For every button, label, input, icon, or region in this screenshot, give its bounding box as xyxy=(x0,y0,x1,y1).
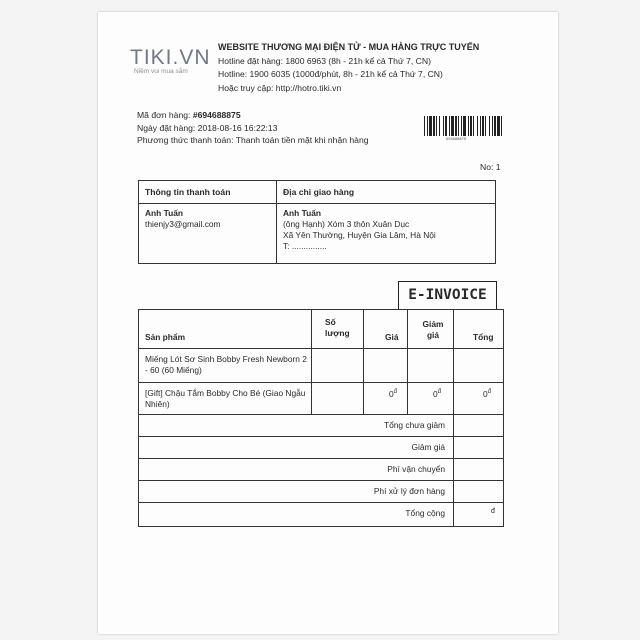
logo-tagline: Niềm vui mua sắm xyxy=(134,68,188,75)
divider xyxy=(139,414,503,415)
billing-header: Thông tin thanh toán xyxy=(145,187,231,197)
order-code-line xyxy=(137,109,369,122)
divider xyxy=(453,310,454,414)
handling-fee-label: Phí xử lý đơn hàng xyxy=(373,486,445,496)
shipping-line1: (ông Hạnh) Xóm 3 thôn Xuân Dục xyxy=(283,219,410,229)
store-header xyxy=(218,41,508,95)
shipping-phone: T: ............... xyxy=(283,241,327,251)
discount-label: Giảm giá xyxy=(411,442,445,452)
invoice-no: No: 1 xyxy=(480,162,501,172)
divider xyxy=(311,310,312,414)
barcode-number: 694688875 xyxy=(446,136,467,141)
col-qty: Số lượng xyxy=(325,317,350,338)
shipping-line2: Xã Yên Thường, Huyện Gia Lâm, Hà Nội xyxy=(283,230,436,240)
product-name: Miếng Lót Sơ Sinh Bobby Fresh Newborn 2 - 60 (60 Miếng) xyxy=(145,354,307,375)
price-cell xyxy=(389,389,397,399)
billing-email: thienjy3@gmail.com xyxy=(145,219,221,229)
discount-value: 0 xyxy=(433,389,438,399)
currency-symbol: đ xyxy=(487,389,492,396)
col-discount: Giảm giá xyxy=(422,319,444,340)
price-value: 0 xyxy=(389,389,394,399)
hotline-order: Hotline đặt hàng: 1800 6963 (8h - 21h kể cả Thứ 7, CN) xyxy=(218,55,431,66)
col-price: Giá xyxy=(385,332,399,342)
currency-symbol: đ xyxy=(437,389,442,396)
col-total: Tổng xyxy=(473,332,494,342)
grand-total-currency: đ xyxy=(491,508,495,515)
currency-symbol: đ xyxy=(393,389,398,396)
divider xyxy=(139,458,503,459)
discount-cell xyxy=(433,389,441,399)
divider xyxy=(139,348,503,349)
grand-total-label: Tổng cộng xyxy=(405,508,445,518)
subtotal-label: Tổng chưa giảm xyxy=(383,420,445,430)
divider xyxy=(139,502,503,503)
divider xyxy=(139,480,503,481)
billing-name: Anh Tuấn xyxy=(145,208,183,218)
support-link: Hoặc truy cập: http://hotro.tiki.vn xyxy=(218,82,342,93)
shipping-fee-label: Phí vận chuyển xyxy=(387,464,445,474)
hotline: Hotline: 1900 6035 (1000đ/phút, 8h - 21h kể cả Thứ 7, CN) xyxy=(218,69,443,79)
order-date: Ngày đặt hàng: 2018-08-16 16:22:13 xyxy=(137,122,278,133)
address-table xyxy=(138,180,496,264)
store-title: WEBSITE THƯƠNG MẠI ĐIỆN TỬ - MUA HÀNG TRỰC TUYẾN xyxy=(218,42,480,52)
divider xyxy=(276,181,277,263)
product-name: [Gift] Chậu Tắm Bobby Cho Bé (Giao Ngẫu Nhiên) xyxy=(145,388,306,409)
shipping-name: Anh Tuấn xyxy=(283,208,321,218)
divider xyxy=(453,414,454,526)
product-table xyxy=(138,309,504,527)
divider xyxy=(139,203,495,204)
order-code: #694688875 xyxy=(192,110,241,120)
divider xyxy=(139,436,503,437)
order-info xyxy=(137,109,369,147)
divider xyxy=(363,310,364,414)
total-value: 0 xyxy=(483,389,488,399)
order-code-label: Mã đơn hàng: xyxy=(137,110,193,120)
barcode-icon xyxy=(424,116,502,136)
divider xyxy=(139,382,503,383)
shipping-info xyxy=(283,208,436,252)
billing-info xyxy=(145,208,221,230)
payment-method: Phương thức thanh toán: Thanh toán tiền mặt khi nhận hàng xyxy=(137,135,369,146)
total-cell xyxy=(483,389,491,399)
tiki-logo xyxy=(130,46,211,75)
logo-text: TIKI.VN xyxy=(130,46,211,69)
einvoice-stamp: E-INVOICE xyxy=(398,281,497,310)
col-product: Sản phẩm xyxy=(145,332,186,342)
divider xyxy=(407,310,408,414)
shipping-header: Địa chỉ giao hàng xyxy=(283,187,355,197)
